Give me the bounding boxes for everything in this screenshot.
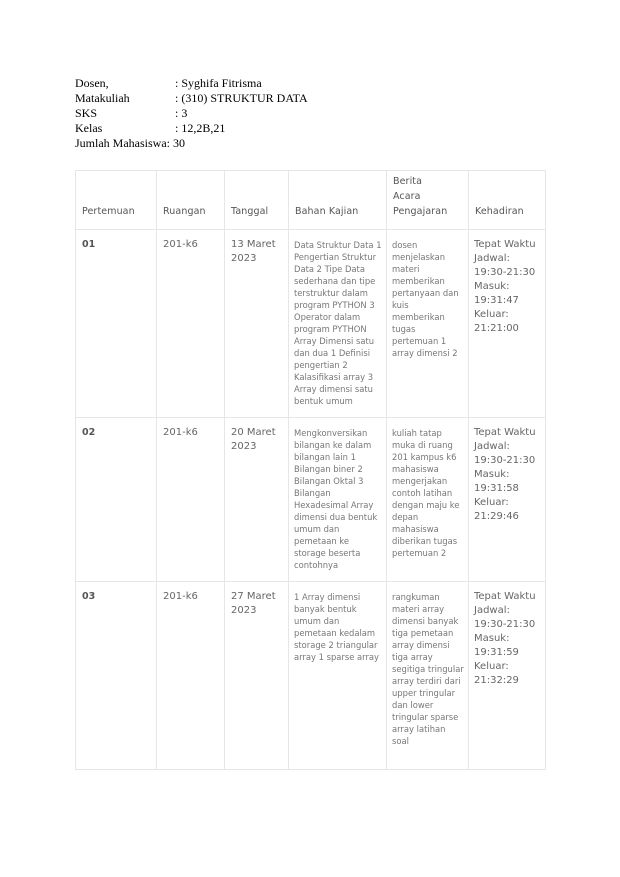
- course-info-header: [75, 76, 308, 151]
- ruangan-cell: 201-k6: [157, 230, 225, 418]
- berita-acara-cell: kuliah tatap muka di ruang 201 kampus k6 mahasiswa mengerjakan contoh latihan dengan maju ke depan mahasiswa diberikan tugas pertemuan 2: [387, 418, 469, 582]
- table-row: [76, 230, 546, 418]
- jadwal-label: Jadwal:: [474, 605, 510, 616]
- tanggal-cell: 27 Maret 2023: [225, 582, 289, 770]
- keluar-value: 21:21:00: [474, 323, 519, 334]
- info-row-dosen: [75, 76, 308, 91]
- kehadiran-status: Tepat Waktu: [474, 239, 536, 250]
- masuk-label: Masuk:: [474, 281, 510, 292]
- kehadiran-cell: [469, 582, 546, 770]
- bahan-kajian-cell: Data Struktur Data 1 Pengertian Struktur Data 2 Tipe Data sederhana dan tipe terstruktur dalam program PYTHON 3 Operator dalam program PYTHON Array Dimensi satu dan dua 1 Definisi pengertian 2 Kalasifikasi array 3 Array dimensi satu bentuk umum: [289, 230, 387, 418]
- kehadiran-cell: [469, 230, 546, 418]
- ruangan-cell: 201-k6: [157, 418, 225, 582]
- tanggal-cell: 20 Maret 2023: [225, 418, 289, 582]
- info-label: SKS: [75, 106, 98, 120]
- kehadiran-status: Tepat Waktu: [474, 427, 536, 438]
- jadwal-label: Jadwal:: [474, 441, 510, 452]
- info-value: : 12,2B,21: [175, 121, 226, 135]
- masuk-value: 19:31:58: [474, 483, 519, 494]
- berita-acara-cell: dosen menjelaskan materi memberikan pertanyaan dan kuis memberikan tugas pertemuan 1 array dimensi 2: [387, 230, 469, 418]
- keluar-label: Keluar:: [474, 309, 509, 320]
- column-header-bahan-kajian: Bahan Kajian: [289, 171, 387, 230]
- info-value: : (310) STRUKTUR DATA: [175, 91, 308, 105]
- keluar-value: 21:32:29: [474, 675, 519, 686]
- jadwal-label: Jadwal:: [474, 253, 510, 264]
- info-label: Kelas: [75, 121, 103, 135]
- jadwal-value: 19:30-21:30: [474, 267, 536, 278]
- table-row: [76, 418, 546, 582]
- keluar-label: Keluar:: [474, 497, 509, 508]
- info-value: : 30: [166, 136, 185, 150]
- bahan-kajian-cell: Mengkonversikan bilangan ke dalam bilangan lain 1 Bilangan biner 2 Bilangan Oktal 3 Bilangan Hexadesimal Array dimensi dua bentuk umum dan pemetaan ke storage beserta contohnya: [289, 418, 387, 582]
- pertemuan-cell: 01: [76, 230, 157, 418]
- ruangan-cell: 201-k6: [157, 582, 225, 770]
- table-header-row: [76, 171, 546, 230]
- info-row-jumlah-mahasiswa: [75, 136, 308, 151]
- kehadiran-cell: [469, 418, 546, 582]
- keluar-value: 21:29:46: [474, 511, 519, 522]
- column-header-tanggal: Tanggal: [225, 171, 289, 230]
- column-header-berita-acara: Berita Acara Pengajaran: [387, 171, 469, 230]
- info-row-kelas: [75, 121, 308, 136]
- table-row: [76, 582, 546, 770]
- keluar-label: Keluar:: [474, 661, 509, 672]
- column-header-ruangan: Ruangan: [157, 171, 225, 230]
- info-label: Matakuliah: [75, 91, 130, 105]
- attendance-table: [75, 170, 546, 770]
- jadwal-value: 19:30-21:30: [474, 455, 536, 466]
- tanggal-cell: 13 Maret 2023: [225, 230, 289, 418]
- info-label: Jumlah Mahasiswa: [75, 136, 167, 150]
- masuk-value: 19:31:59: [474, 647, 519, 658]
- bahan-kajian-cell: 1 Array dimensi banyak bentuk umum dan pemetaan kedalam storage 2 triangular array 1 sparse array: [289, 582, 387, 770]
- masuk-label: Masuk:: [474, 469, 510, 480]
- jadwal-value: 19:30-21:30: [474, 619, 536, 630]
- info-row-matakuliah: [75, 91, 308, 106]
- berita-acara-cell: rangkuman materi array dimensi banyak tiga pemetaan array dimensi tiga array segitiga tringular array terdiri dari upper tringular dan lower tringular sparse array latihan soal: [387, 582, 469, 770]
- column-header-pertemuan: Pertemuan: [76, 171, 157, 230]
- masuk-label: Masuk:: [474, 633, 510, 644]
- column-header-kehadiran: Kehadiran: [469, 171, 546, 230]
- pertemuan-cell: 02: [76, 418, 157, 582]
- pertemuan-cell: 03: [76, 582, 157, 770]
- info-value: : Syghifa Fitrisma: [175, 76, 262, 90]
- info-value: : 3: [175, 106, 188, 120]
- kehadiran-status: Tepat Waktu: [474, 591, 536, 602]
- masuk-value: 19:31:47: [474, 295, 519, 306]
- info-row-sks: [75, 106, 308, 121]
- info-label: Dosen,: [75, 76, 109, 90]
